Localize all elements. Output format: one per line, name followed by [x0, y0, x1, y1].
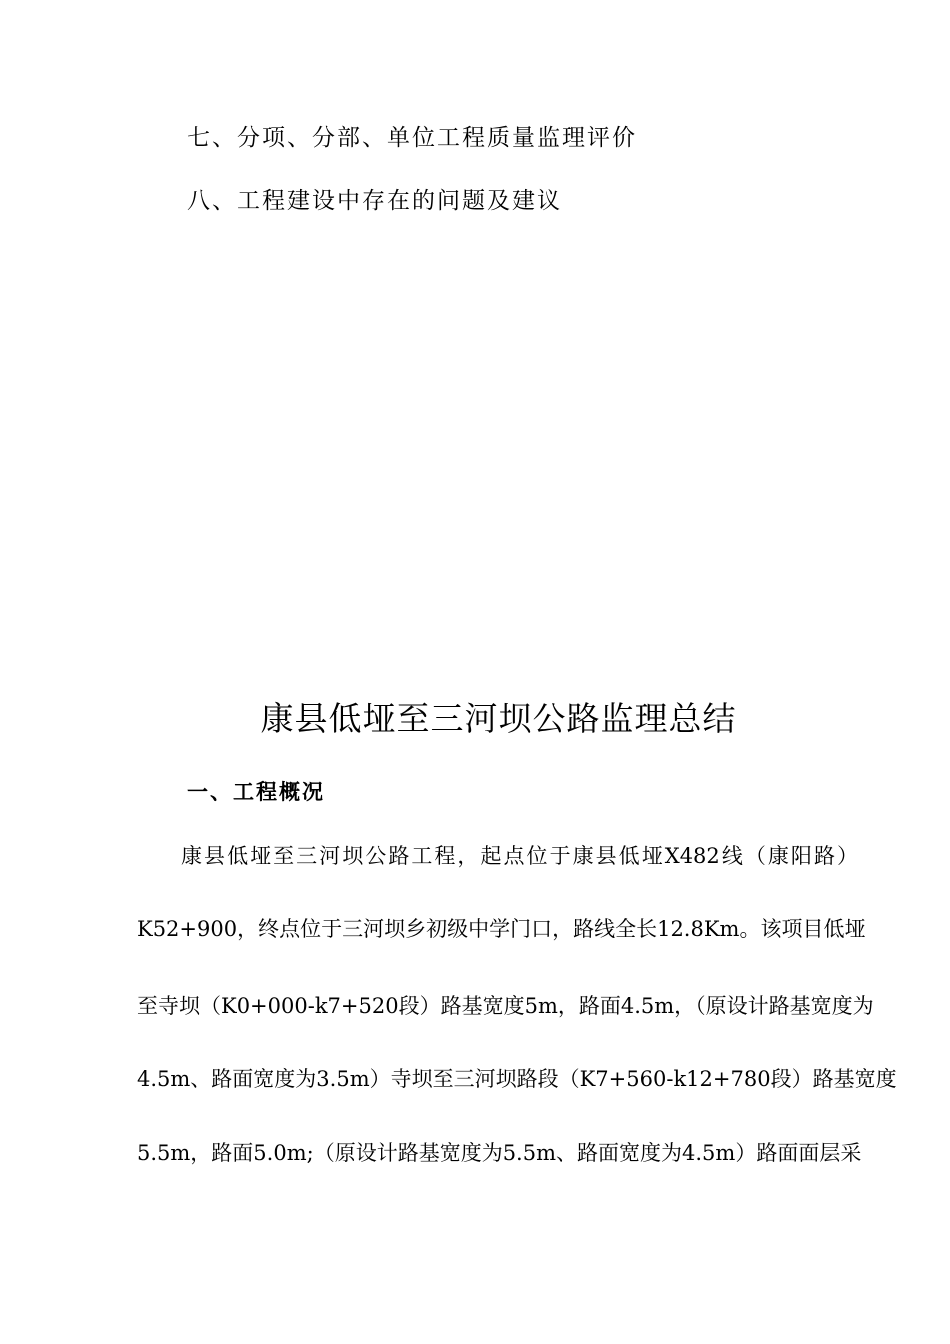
- document-title: 康县低垭至三河坝公路监理总结: [260, 699, 737, 738]
- body-paragraph-line: 5.5m，路面5.0m;（原设计路基宽度为5.5m、路面宽度为4.5m）路面面层采: [137, 1141, 862, 1165]
- body-paragraph-line: K52+900，终点位于三河坝乡初级中学门口，路线全长12.8Km。该项目低垭: [137, 917, 866, 941]
- section-heading-project-overview: 一、工程概况: [187, 780, 325, 804]
- body-paragraph-line: 4.5m、路面宽度为3.5m）寺坝至三河坝路段（K7+560-k12+780段）路基宽度: [137, 1067, 897, 1091]
- body-paragraph-line: 至寺坝（K0+000-k7+520段）路基宽度5m，路面4.5m，（原设计路基宽度为: [137, 994, 874, 1018]
- body-paragraph-line: 康县低垭至三河坝公路工程，起点位于康县低垭X482线（康阳路）: [181, 844, 858, 868]
- toc-item-problems-and-suggestions: 八、工程建设中存在的问题及建议: [187, 188, 562, 214]
- toc-item-quality-evaluation: 七、分项、分部、单位工程质量监理评价: [187, 125, 637, 151]
